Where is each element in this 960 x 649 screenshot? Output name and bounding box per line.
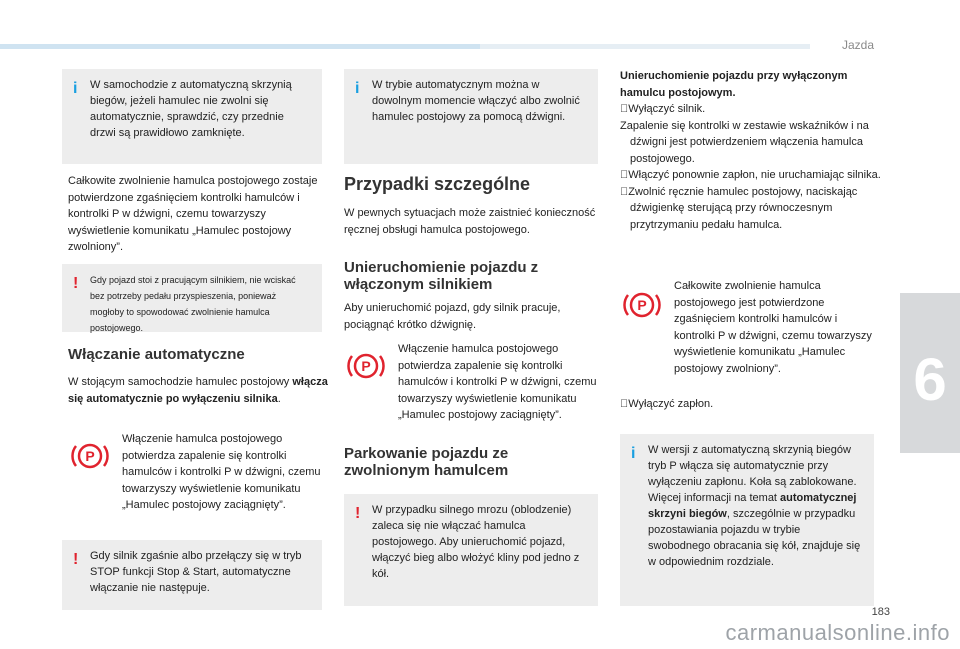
warning-box-stop-start: ! Gdy silnik zgaśnie albo przełączy się w tryb STOP funkcji Stop & Start, automatyczne włączanie nie następuje. [62,540,322,610]
info-box-automatic: i W samochodzie z automatyczną skrzynią biegów, jeżeli hamulec nie zwolni się automatycznie, sprawdzić, czy przednie drzwi są prawidłowo zamknięte. [62,69,322,164]
info-icon: i [73,80,78,97]
paragraph-special-cases: W pewnych sytuacjach może zaistnieć konieczność ręcznej obsługi hamulca postojowego. [344,207,596,236]
warning-icon: ! [355,505,361,522]
icon-text-engaged: Włączenie hamulca postojowego potwierdza zapalenie się kontrolki hamulców i kontrolki P w dźwigni, czemu towarzyszy wyświetlenie komunikatu „Hamulec postojowy zaciągnięty”. [122,433,321,511]
paragraph-release: Całkowite zwolnienie hamulca postojowego zostaje potwierdzone zgaśnięciem kontrolki hamulców i kontrolki P w dźwigni, czemu towarzyszy wyświetlenie komunikatu „Hamulec postojowy zwolniony”. [68,175,318,253]
paragraph-auto-engage: W stojącym samochodzie hamulec postojowy włącza się automatycznie po wyłączeniu silnika. [68,376,328,405]
paragraph-engine-running: Aby unieruchomić pojazd, gdy silnik pracuje, pociągnąć krótko dźwignię. [344,302,561,331]
warning-icon: ! [73,275,79,292]
heading-engine-running: Unieruchomienie pojazdu z włączonym silnikiem [344,259,539,293]
bullet-switch-off: Wyłączyć silnik. [628,103,706,115]
bullet-ignition: Włączyć ponownie zapłon, nie uruchamiając silnika. [628,169,881,181]
column3-text [620,68,882,233]
parking-brake-icon [346,348,386,384]
svg-text:P: P [637,297,647,313]
page-number: 183 [871,606,890,618]
top-accent-bar [0,44,480,49]
bullet-ignition-off-block [620,396,882,413]
warning-icon: ! [73,551,79,568]
heading-auto-engage: Włączanie automatyczne [68,346,245,363]
info-icon: i [631,445,636,462]
parking-brake-icon [70,438,110,474]
warning-box-accelerator: ! Gdy pojazd stoi z pracującym silnikiem, nie wciskać bez potrzeby pedału przyspieszenia, ponieważ mogłoby to spowodować zwolnienie hamulca postojowego. [62,264,322,332]
svg-text:P: P [361,358,371,374]
heading-engine-off: Unieruchomienie pojazdu przy wyłączonym hamulcu postojowym. [620,70,848,99]
svg-text:P: P [85,448,95,464]
warning-box-frost: ! W przypadku silnego mrozu (oblodzenie) zaleca się nie włączać hamulca postojowego. Aby unieruchomić pojazd, włączyć bieg albo włożyć kliny pod jedno z kół. [344,494,598,606]
chapter-number: 6 [913,346,947,413]
top-accent-bar-light [480,44,810,49]
info-icon: i [355,80,360,97]
parking-brake-icon [622,287,662,323]
section-title: Jazda [841,38,874,52]
heading-parking-released: Parkowanie pojazdu ze zwolnionym hamulcem [344,445,509,479]
info-box-gearbox: i W wersji z automatyczną skrzynią biegów tryb P włącza się automatycznie przy wyłączeniu zapłonu. Koła są zablokowane. Więcej informacji na temat automatycznej skrzyni biegów, szczególnie w przypadku pozostawiania pojazdu w trybie swobodnego obracania się kół, znajduje się w odpowiednim rozdziale. [620,434,874,606]
icon-text-released: Całkowite zwolnienie hamulca postojowego jest potwierdzone zgaśnięciem kontrolki hamulców i kontrolki P w dźwigni, czemu towarzyszy wyświetlenie komunikatu „Hamulec postojowy zwolniony”. [674,280,872,375]
bullet-ignition-off: Wyłączyć zapłon. [628,398,714,410]
info-box-manual-override: i W trybie automatycznym można w dowolnym momencie włączyć albo zwolnić hamulec postojowy za pomocą dźwigni. [344,69,598,164]
line-indicator: Zapalenie się kontrolki w zestawie wskaźników i na dźwigni jest potwierdzeniem włączenia hamulca postojowego. [620,119,869,165]
bullet-release: Zwolnić ręcznie hamulec postojowy, naciskając dźwigienkę sterującą przy równoczesnym przytrzymaniu pedału hamulca. [628,185,858,231]
icon-text-engaged-2: Włączenie hamulca postojowego potwierdza zapalenie się kontrolki hamulców i kontrolki P w dźwigni, czemu towarzyszy wyświetlenie komunikatu „Hamulec postojowy zaciągnięty”. [398,343,597,421]
watermark: carmanualsonline.info [725,620,950,645]
heading-special-cases: Przypadki szczególne [344,174,531,194]
